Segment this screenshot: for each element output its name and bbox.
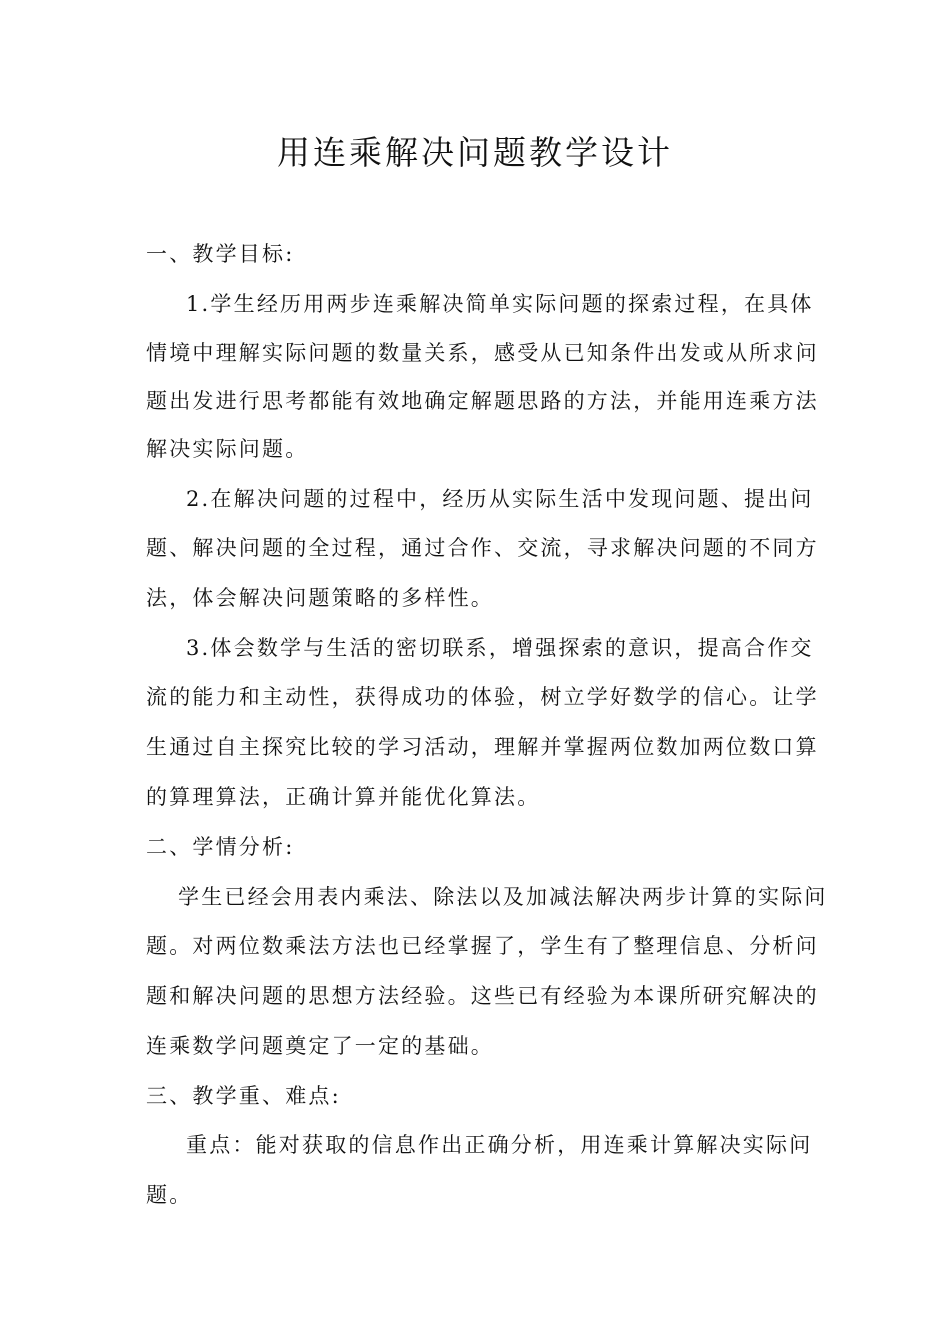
section-heading-key-points: 三、教学重、难点:	[146, 1084, 341, 1108]
paragraph-line: 法，体会解决问题策略的多样性。	[146, 586, 494, 610]
paragraph-line: 题、解决问题的全过程，通过合作、交流，寻求解决问题的不同方	[146, 536, 819, 560]
paragraph-line: 题出发进行思考都能有效地确定解题思路的方法，并能用连乘方法	[146, 389, 819, 413]
paragraph-line: 生通过自主探究比较的学习活动，理解并掌握两位数加两位数口算	[146, 735, 819, 759]
paragraph-line: 流的能力和主动性，获得成功的体验，树立学好数学的信心。让学	[146, 685, 819, 709]
paragraph-line: 1.学生经历用两步连乘解决简单实际问题的探索过程，在具体	[186, 292, 814, 316]
paragraph-line: 学生已经会用表内乘法、除法以及加减法解决两步计算的实际问	[178, 885, 828, 909]
paragraph-line: 的算理算法，正确计算并能优化算法。	[146, 785, 541, 809]
section-heading-analysis: 二、学情分析:	[146, 835, 295, 859]
paragraph-line: 题。对两位数乘法方法也已经掌握了，学生有了整理信息、分析问	[146, 934, 819, 958]
paragraph-line: 题。	[146, 1183, 193, 1207]
paragraph-line: 题和解决问题的思想方法经验。这些已有经验为本课所研究解决的	[146, 984, 819, 1008]
paragraph-line: 连乘数学问题奠定了一定的基础。	[146, 1034, 494, 1058]
section-heading-objectives: 一、教学目标:	[146, 242, 295, 266]
document-title: 用连乘解决问题教学设计	[277, 133, 673, 172]
paragraph-line: 情境中理解实际问题的数量关系，感受从已知条件出发或从所求问	[146, 341, 819, 365]
paragraph-line: 3.体会数学与生活的密切联系，增强探索的意识，提高合作交	[186, 636, 814, 660]
paragraph-line: 解决实际问题。	[146, 437, 309, 461]
paragraph-line: 重点：能对获取的信息作出正确分析，用连乘计算解决实际问	[186, 1133, 813, 1157]
paragraph-line: 2.在解决问题的过程中，经历从实际生活中发现问题、提出问	[186, 487, 814, 511]
